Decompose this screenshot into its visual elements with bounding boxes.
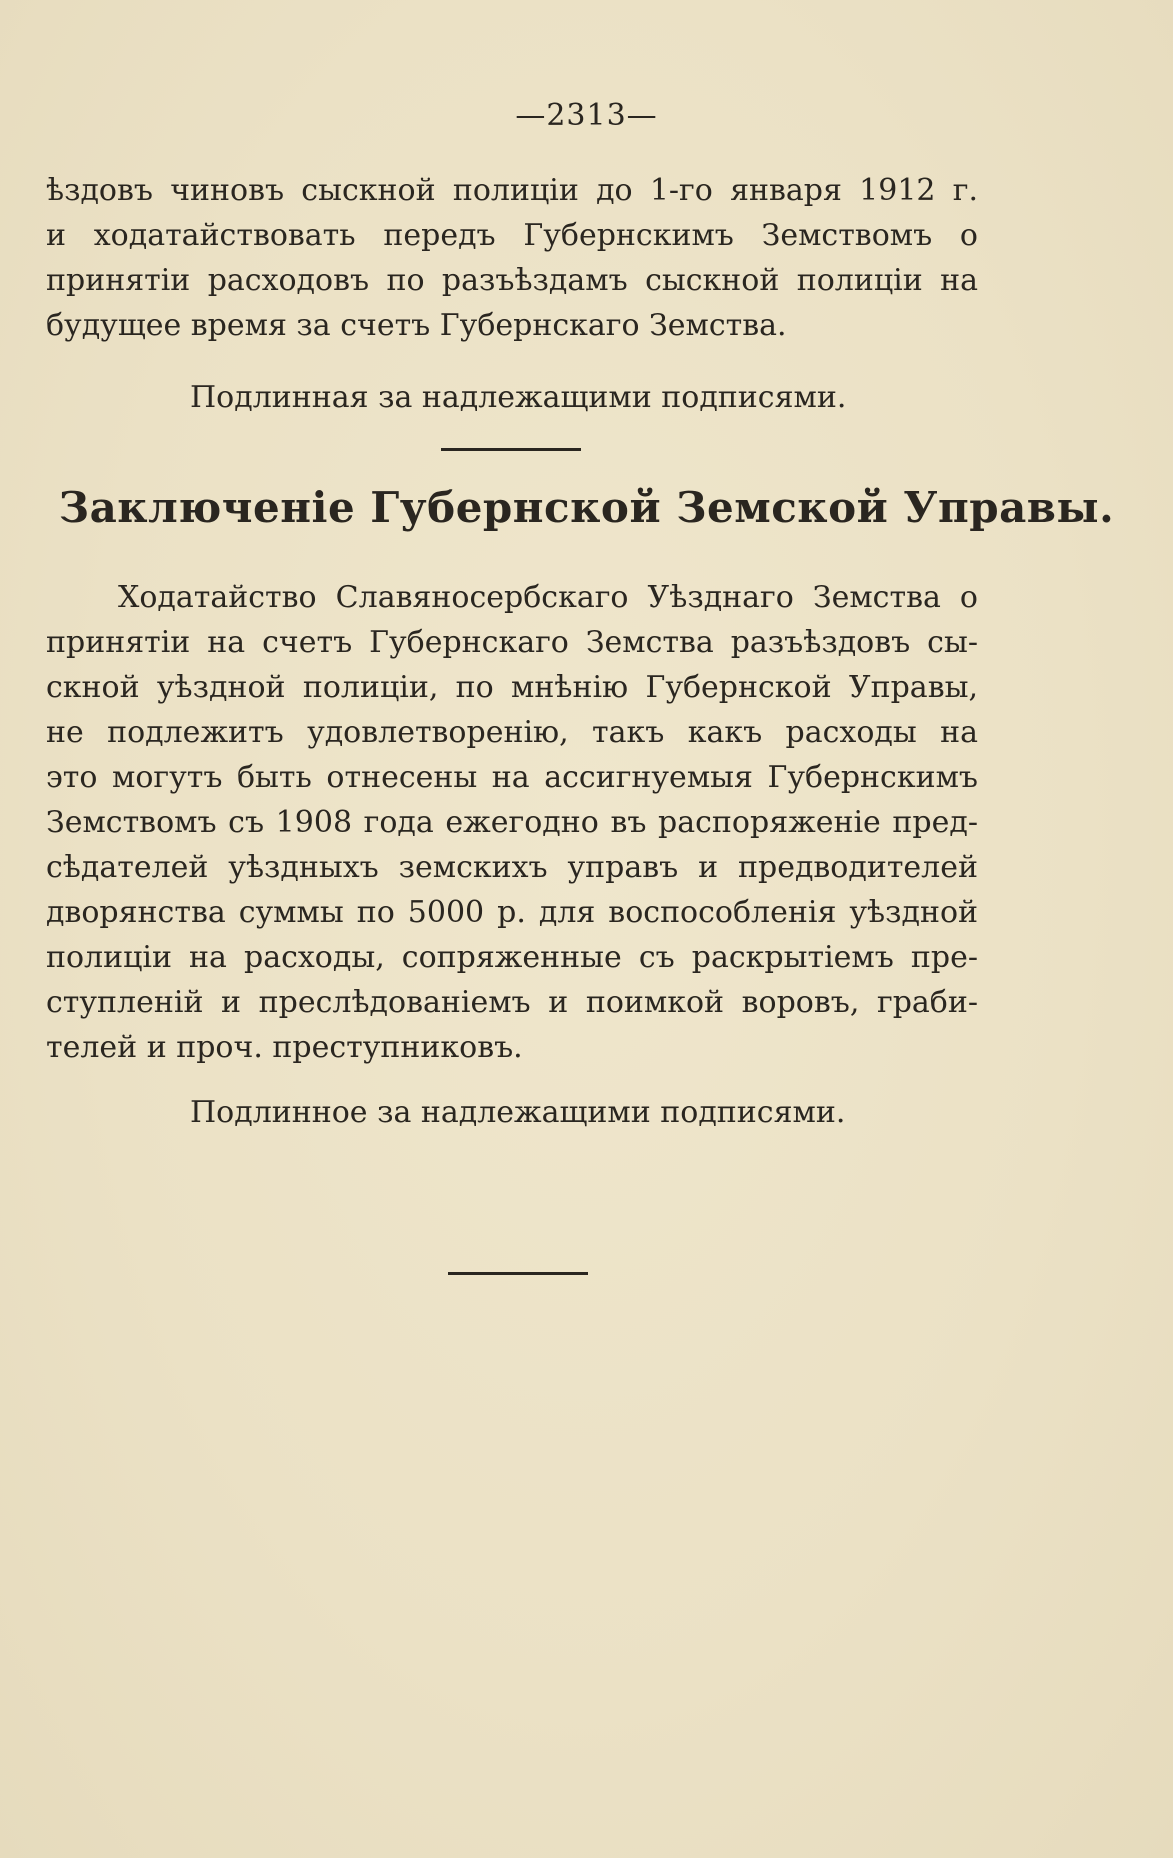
signature-note-1: Подлинная за надлежащими подписями. [190,380,847,415]
paragraph-line: это могутъ быть отнесены на ассигнуемыя Губернскимъ [46,760,978,795]
paragraph-line: полиціи на расходы, сопряженные съ раскрытіемъ пре- [46,940,978,975]
paragraph-line: не подлежитъ удовлетворенію, такъ какъ расходы на [46,715,978,750]
signature-note-2: Подлинное за надлежащими подписями. [190,1095,846,1130]
paragraph-line: принятіи на счетъ Губернскаго Земства разъѣздовъ сы- [46,625,978,660]
paragraph-line: и ходатайствовать передъ Губернскимъ Земствомъ о [46,218,978,253]
paragraph-line: будущее время за счетъ Губернскаго Земства. [46,308,787,343]
paragraph-line: ступленій и преслѣдованіемъ и поимкой воровъ, граби- [46,985,978,1020]
paragraph-2 [46,575,978,1070]
paragraph-line: телей и проч. преступниковъ. [46,1030,523,1065]
page-number: —2313— [515,98,658,133]
section-heading: Заключеніе Губернской Земской Управы. [58,483,1115,532]
divider-rule [441,448,581,451]
paragraph-line: сѣдателей уѣздныхъ земскихъ управъ и предводителей [46,850,978,885]
paragraph-line: дворянства суммы по 5000 р. для воспособленія уѣздной [46,895,978,930]
paragraph-line: Ходатайство Славяносербскаго Уѣзднаго Земства о [118,580,978,615]
paragraph-line: скной уѣздной полиціи, по мнѣнію Губернской Управы, [46,670,978,705]
divider-rule [448,1272,588,1275]
paragraph-line: принятіи расходовъ по разъѣздамъ сыскной полиціи на [46,263,978,298]
paragraph-line: ѣздовъ чиновъ сыскной полиціи до 1-го января 1912 г. [46,173,978,208]
paragraph-1 [46,168,978,348]
paragraph-line: Земствомъ съ 1908 года ежегодно въ распоряженіе пред- [46,805,978,840]
